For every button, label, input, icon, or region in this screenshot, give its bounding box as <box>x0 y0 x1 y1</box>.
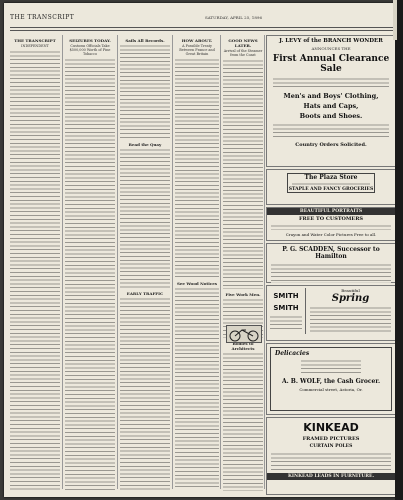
column-5-sub: Arrival of the Steamer from the Coast <box>223 49 263 57</box>
column-4-sub: A Possible Treaty Between France and Great Britain <box>179 44 215 56</box>
column-3-text <box>120 148 170 288</box>
masthead-rule <box>10 27 394 28</box>
column-5-text <box>223 352 263 491</box>
portraits-ad <box>266 207 396 241</box>
column-2 <box>65 35 115 491</box>
column-1-text <box>10 50 60 491</box>
column-2-sub: Customs Officials Take $500,000 Worth of Fine Tobacco <box>69 44 111 56</box>
column-3-headline: Sails All Records. <box>125 38 165 43</box>
page-binding-edge <box>395 0 403 500</box>
plaza-store-text <box>292 182 370 186</box>
plaza-store-name: The Plaza Store <box>304 174 358 181</box>
wolf-address: Commercial street, Astoria, Or. <box>299 387 363 392</box>
wonder-ad-line-1: Men's and Boys' Clothing, <box>283 92 379 100</box>
date-line: SATURDAY, APRIL 25, 1896 <box>205 14 262 20</box>
column-2-headline: SEIZURES TODAY. <box>69 38 111 43</box>
spring-text <box>310 306 391 332</box>
column-divider <box>264 35 265 489</box>
masthead-rule-2 <box>10 30 394 31</box>
builder-headline: Architects <box>231 346 255 351</box>
spring-brand-sub: SMITH <box>273 304 299 312</box>
kinkead-line-2: CURTAIN POLES <box>309 444 353 449</box>
portraits-text <box>271 224 391 230</box>
crayon-line: Crayon and Water Color Pictures Free to all. <box>285 232 377 237</box>
column-5 <box>223 35 263 491</box>
plaza-store-ad <box>266 169 396 205</box>
wonder-clearance-ad <box>266 35 396 167</box>
page-tear <box>393 0 397 40</box>
column-3-text <box>120 44 170 139</box>
column-4-text <box>175 58 219 278</box>
spring-sub: Beautiful <box>341 288 360 293</box>
column-3-lower-headline: EARLY TRAFFIC <box>126 291 164 296</box>
paper-title: THE TRANSCRIPT <box>10 13 75 21</box>
wolf-grocer-ad <box>266 343 396 415</box>
delicacies-title: Delicacies <box>275 350 310 357</box>
kinkead-sub: FRAMED PICTURES <box>302 436 360 442</box>
spring-brand: SMITH <box>273 292 299 300</box>
column-5-text <box>223 59 263 289</box>
column-1-sub: INDEPENDENT <box>21 44 49 48</box>
column-5-headline: GOOD NEWS LATER. <box>228 38 258 48</box>
wonder-ad-text <box>273 123 389 139</box>
scadden-text <box>271 263 391 283</box>
masthead <box>10 8 262 26</box>
column-1 <box>10 35 60 491</box>
column-3-text <box>120 297 170 491</box>
wonder-ad-footer: Country Orders Solicited. <box>295 142 367 148</box>
bicycle-illustration <box>226 325 262 343</box>
column-4-headline: HOW ABOUT. <box>181 38 213 43</box>
column-2-text <box>65 58 115 491</box>
delicacies-text <box>301 359 361 375</box>
wolf-name: A. B. WOLF, the Cash Grocer. <box>281 378 381 385</box>
kinkead-name: KINKEAD <box>303 421 359 434</box>
spring-title: Spring <box>331 293 370 304</box>
scadden-name: P. G. SCADDEN, Successor to Hamilton <box>282 246 380 260</box>
column-4-text <box>175 287 219 487</box>
newspaper-page <box>4 3 397 497</box>
wonder-ad-top: J. LEVY of the BRANCH WONDER <box>279 38 383 44</box>
kinkead-footer: KINKEAD LEADS IN FURNITURE. <box>267 473 395 480</box>
portraits-sub: FREE TO CUSTOMERS <box>298 216 364 222</box>
column-4 <box>175 35 219 491</box>
spring-brand-text <box>270 315 302 331</box>
wonder-ad-line-2: Hats and Caps, <box>303 102 359 110</box>
wonder-ad-headline: First Annual Clearance Sale <box>272 54 390 74</box>
bicycle-ad-headline: Five Work Men. <box>225 292 261 297</box>
wonder-ad-text <box>273 77 389 89</box>
column-3-sub: Read the Quay <box>128 142 162 147</box>
column-divider <box>220 35 221 489</box>
wonder-ad-line-3: Boots and Shoes. <box>299 112 363 120</box>
column-3 <box>120 35 170 491</box>
kinkead-text <box>271 452 391 470</box>
column-divider <box>117 35 118 489</box>
kinkead-ad <box>266 417 396 495</box>
column-1-headline: THE TRANSCRIPT <box>14 38 56 43</box>
portraits-title: BEAUTIFUL PORTRAITS <box>267 208 395 215</box>
spring-ad <box>266 285 396 341</box>
plaza-store-line: STAPLE AND FANCY GROCERIES <box>288 187 374 192</box>
wonder-ad-announces: ANNOUNCES THE <box>311 46 351 51</box>
scadden-ad <box>266 243 396 283</box>
column-divider <box>62 35 63 489</box>
column-divider <box>172 35 173 489</box>
column-4-notice: See Wood Notices <box>177 281 217 286</box>
